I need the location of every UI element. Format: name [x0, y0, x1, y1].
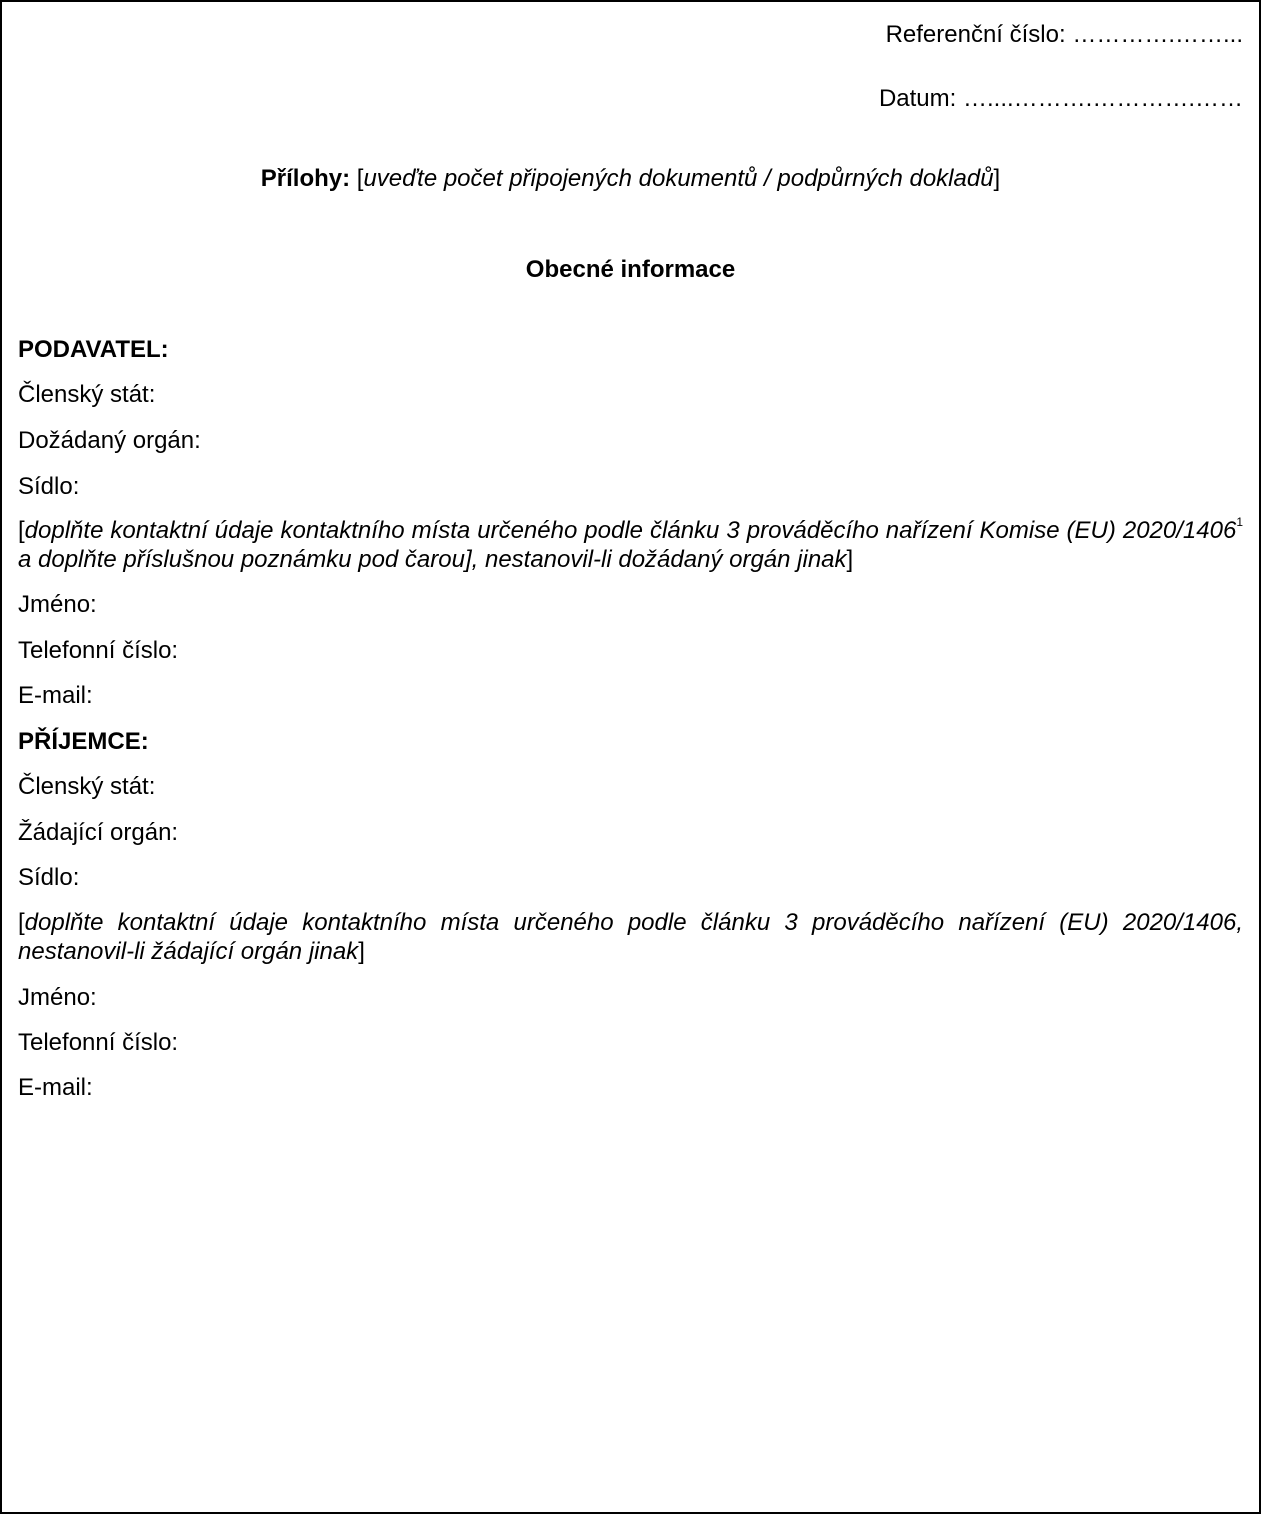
sender-contact-note	[18, 516, 1243, 574]
date-line	[879, 84, 1243, 114]
attachments-instruction: uveďte počet připojených dokumentů / podpůrných dokladů	[363, 165, 994, 192]
sender-authority: Dožádaný orgán:	[18, 427, 201, 454]
recipient-note-close: ]	[358, 938, 365, 965]
section-title: Obecné informace	[525, 256, 736, 283]
sender-heading: PODAVATEL:	[18, 336, 169, 363]
sender-note-text-rest: a doplňte příslušnou poznámku pod čarou], nestanovil-li dožádaný orgán jinak	[18, 546, 847, 573]
sender-note-text: doplňte kontaktní údaje kontaktního místa určeného podle článku 3 prováděcího nařízení Komise (EU) 2020/1406	[24, 517, 1237, 544]
reference-number-field: ………….……...	[1072, 21, 1243, 48]
recipient-email: E-mail:	[18, 1074, 93, 1101]
attachments-open-bracket: [	[356, 165, 364, 192]
recipient-note-text: doplňte kontaktní údaje kontaktního místa určeného podle článku 3 prováděcího nařízení (EU) 2020/1406, nestanovil-li žádající orgán jinak	[18, 909, 1243, 965]
recipient-phone: Telefonní číslo:	[18, 1029, 179, 1056]
date-label: Datum:	[878, 85, 957, 112]
sender-phone: Telefonní číslo:	[18, 637, 179, 664]
attachments-label: Přílohy:	[260, 165, 351, 192]
recipient-member-state: Členský stát:	[18, 773, 156, 800]
reference-number-label: Referenční číslo:	[885, 21, 1066, 48]
sender-name: Jméno:	[18, 591, 97, 618]
date-field: …....……….………….……	[962, 85, 1243, 112]
sender-footnote-marker: 1	[1236, 515, 1243, 529]
sender-member-state: Členský stát:	[18, 381, 156, 408]
recipient-contact-note	[18, 908, 1243, 966]
attachments-close-bracket: ]	[993, 165, 1001, 192]
recipient-note-open: [	[18, 909, 25, 936]
recipient-authority: Žádající orgán:	[18, 819, 179, 846]
recipient-name: Jméno:	[18, 984, 97, 1011]
sender-note-open: [	[18, 517, 25, 544]
recipient-heading: PŘÍJEMCE:	[18, 728, 149, 755]
sender-email: E-mail:	[18, 682, 93, 709]
recipient-seat: Sídlo:	[18, 864, 80, 891]
attachments-line	[2, 164, 1259, 194]
reference-number-line	[886, 20, 1243, 50]
sender-seat: Sídlo:	[18, 473, 80, 500]
sender-note-close: ]	[846, 546, 854, 573]
